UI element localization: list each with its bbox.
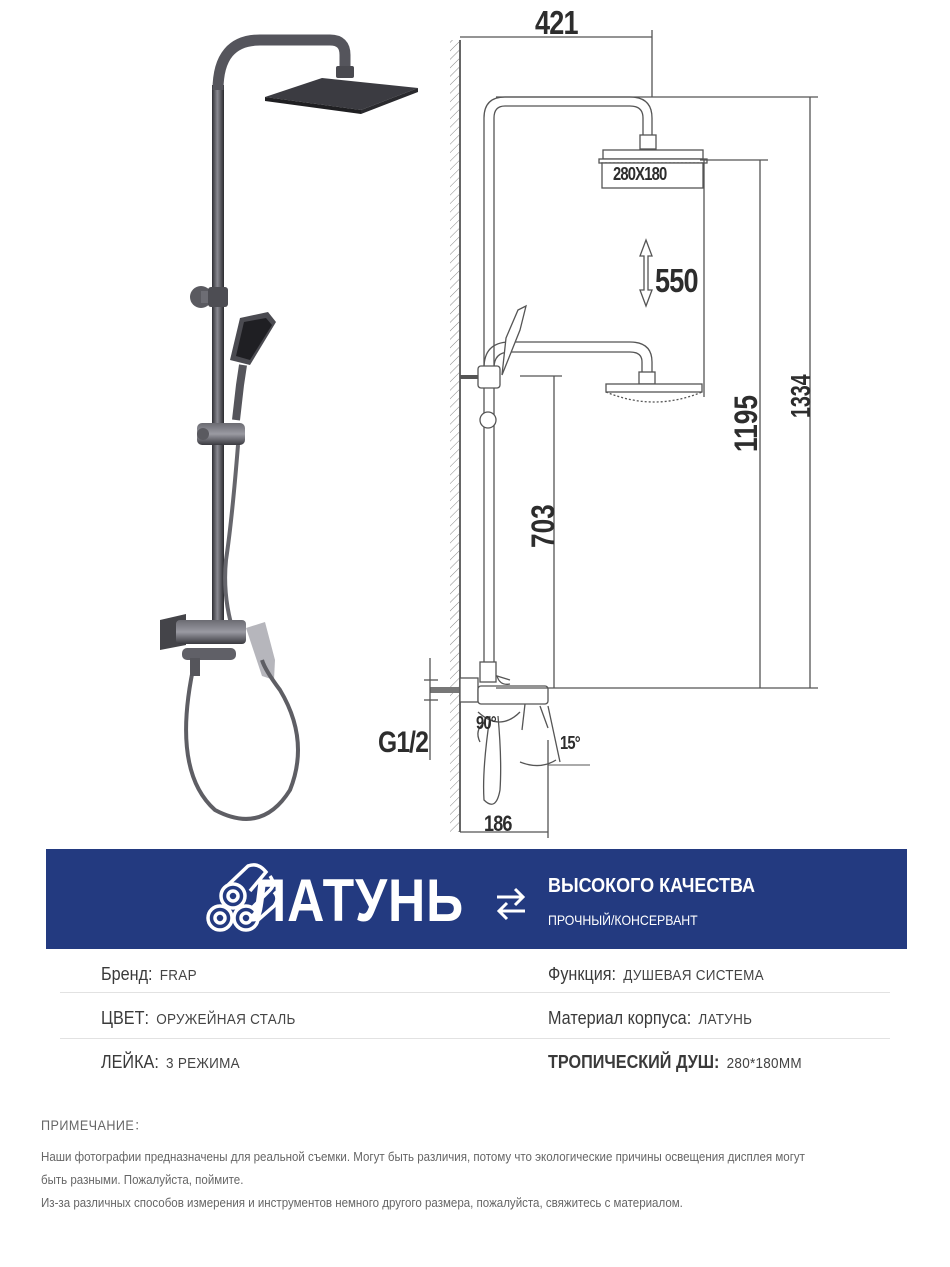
spec-lever-value: 3 РЕЖИМА bbox=[166, 1055, 240, 1072]
note-line: Из-за различных способов измерения и инструментов немного другого размера, пожалуйста, свяжитесь с материалом. bbox=[41, 1195, 683, 1210]
spec-lever bbox=[101, 1052, 240, 1073]
spec-body-label: Материал корпуса: bbox=[548, 1008, 692, 1028]
dim-height-total: 1334 bbox=[785, 374, 816, 418]
spec-rain-label: ТРОПИЧЕСКИЙ ДУШ: bbox=[548, 1052, 720, 1072]
spec-brand-label: Бренд: bbox=[101, 964, 153, 984]
product-photo bbox=[160, 40, 418, 819]
note-heading: ПРИМЕЧАНИЕ： bbox=[41, 1117, 148, 1133]
banner-quality-sub: ПРОЧНЫЙ/КОНСЕРВАНТ bbox=[548, 912, 698, 928]
rain-head bbox=[265, 78, 418, 110]
spec-divider bbox=[60, 1038, 890, 1039]
mixer-lever bbox=[246, 622, 275, 680]
banner-material-title: ЛАТУНЬ bbox=[250, 867, 465, 934]
spec-divider bbox=[60, 992, 890, 993]
spec-function bbox=[548, 964, 764, 985]
hose bbox=[186, 660, 298, 819]
spec-body-material bbox=[548, 1008, 752, 1029]
mixer-body bbox=[176, 620, 246, 644]
spec-rain-value: 280*180ММ bbox=[726, 1055, 802, 1072]
dim-angle-spout: 90° bbox=[476, 713, 496, 733]
spec-color-value: ОРУЖЕЙНАЯ СТАЛЬ bbox=[156, 1011, 296, 1028]
dim-height-mixer: 703 bbox=[525, 504, 561, 548]
spec-color-label: ЦВЕТ: bbox=[101, 1008, 149, 1028]
dim-angle-tilt: 15° bbox=[560, 733, 580, 753]
dim-head-size: 280X180 bbox=[613, 164, 667, 184]
dim-height-min: 1195 bbox=[728, 395, 764, 452]
spec-brand bbox=[101, 964, 197, 985]
dim-thread: G1/2 bbox=[378, 726, 429, 759]
exchange-arrows-icon bbox=[493, 885, 529, 923]
spec-brand-value: FRAP bbox=[159, 967, 197, 984]
spec-rain-shower bbox=[548, 1052, 802, 1073]
riser-pipe bbox=[212, 85, 224, 625]
banner-quality-heading: ВЫСОКОГО КАЧЕСТВА bbox=[548, 875, 756, 897]
dim-spout-reach: 186 bbox=[484, 811, 512, 836]
spec-lever-label: ЛЕЙКА: bbox=[101, 1052, 159, 1072]
spec-body-value: ЛАТУНЬ bbox=[698, 1011, 753, 1028]
material-banner bbox=[46, 849, 907, 949]
note-line: быть разными. Пожалуйста, поймите. bbox=[41, 1172, 244, 1187]
spec-function-value: ДУШЕВАЯ СИСТЕМА bbox=[623, 967, 764, 984]
note-line: Наши фотографии предназначены для реальной съемки. Могут быть различия, потому что экологические причины освещения дисплея могут bbox=[41, 1149, 805, 1164]
spec-color bbox=[101, 1008, 296, 1029]
dim-adjust-range: 550 bbox=[655, 262, 698, 299]
spec-function-label: Функция: bbox=[548, 964, 617, 984]
dim-width-top: 421 bbox=[535, 4, 578, 41]
